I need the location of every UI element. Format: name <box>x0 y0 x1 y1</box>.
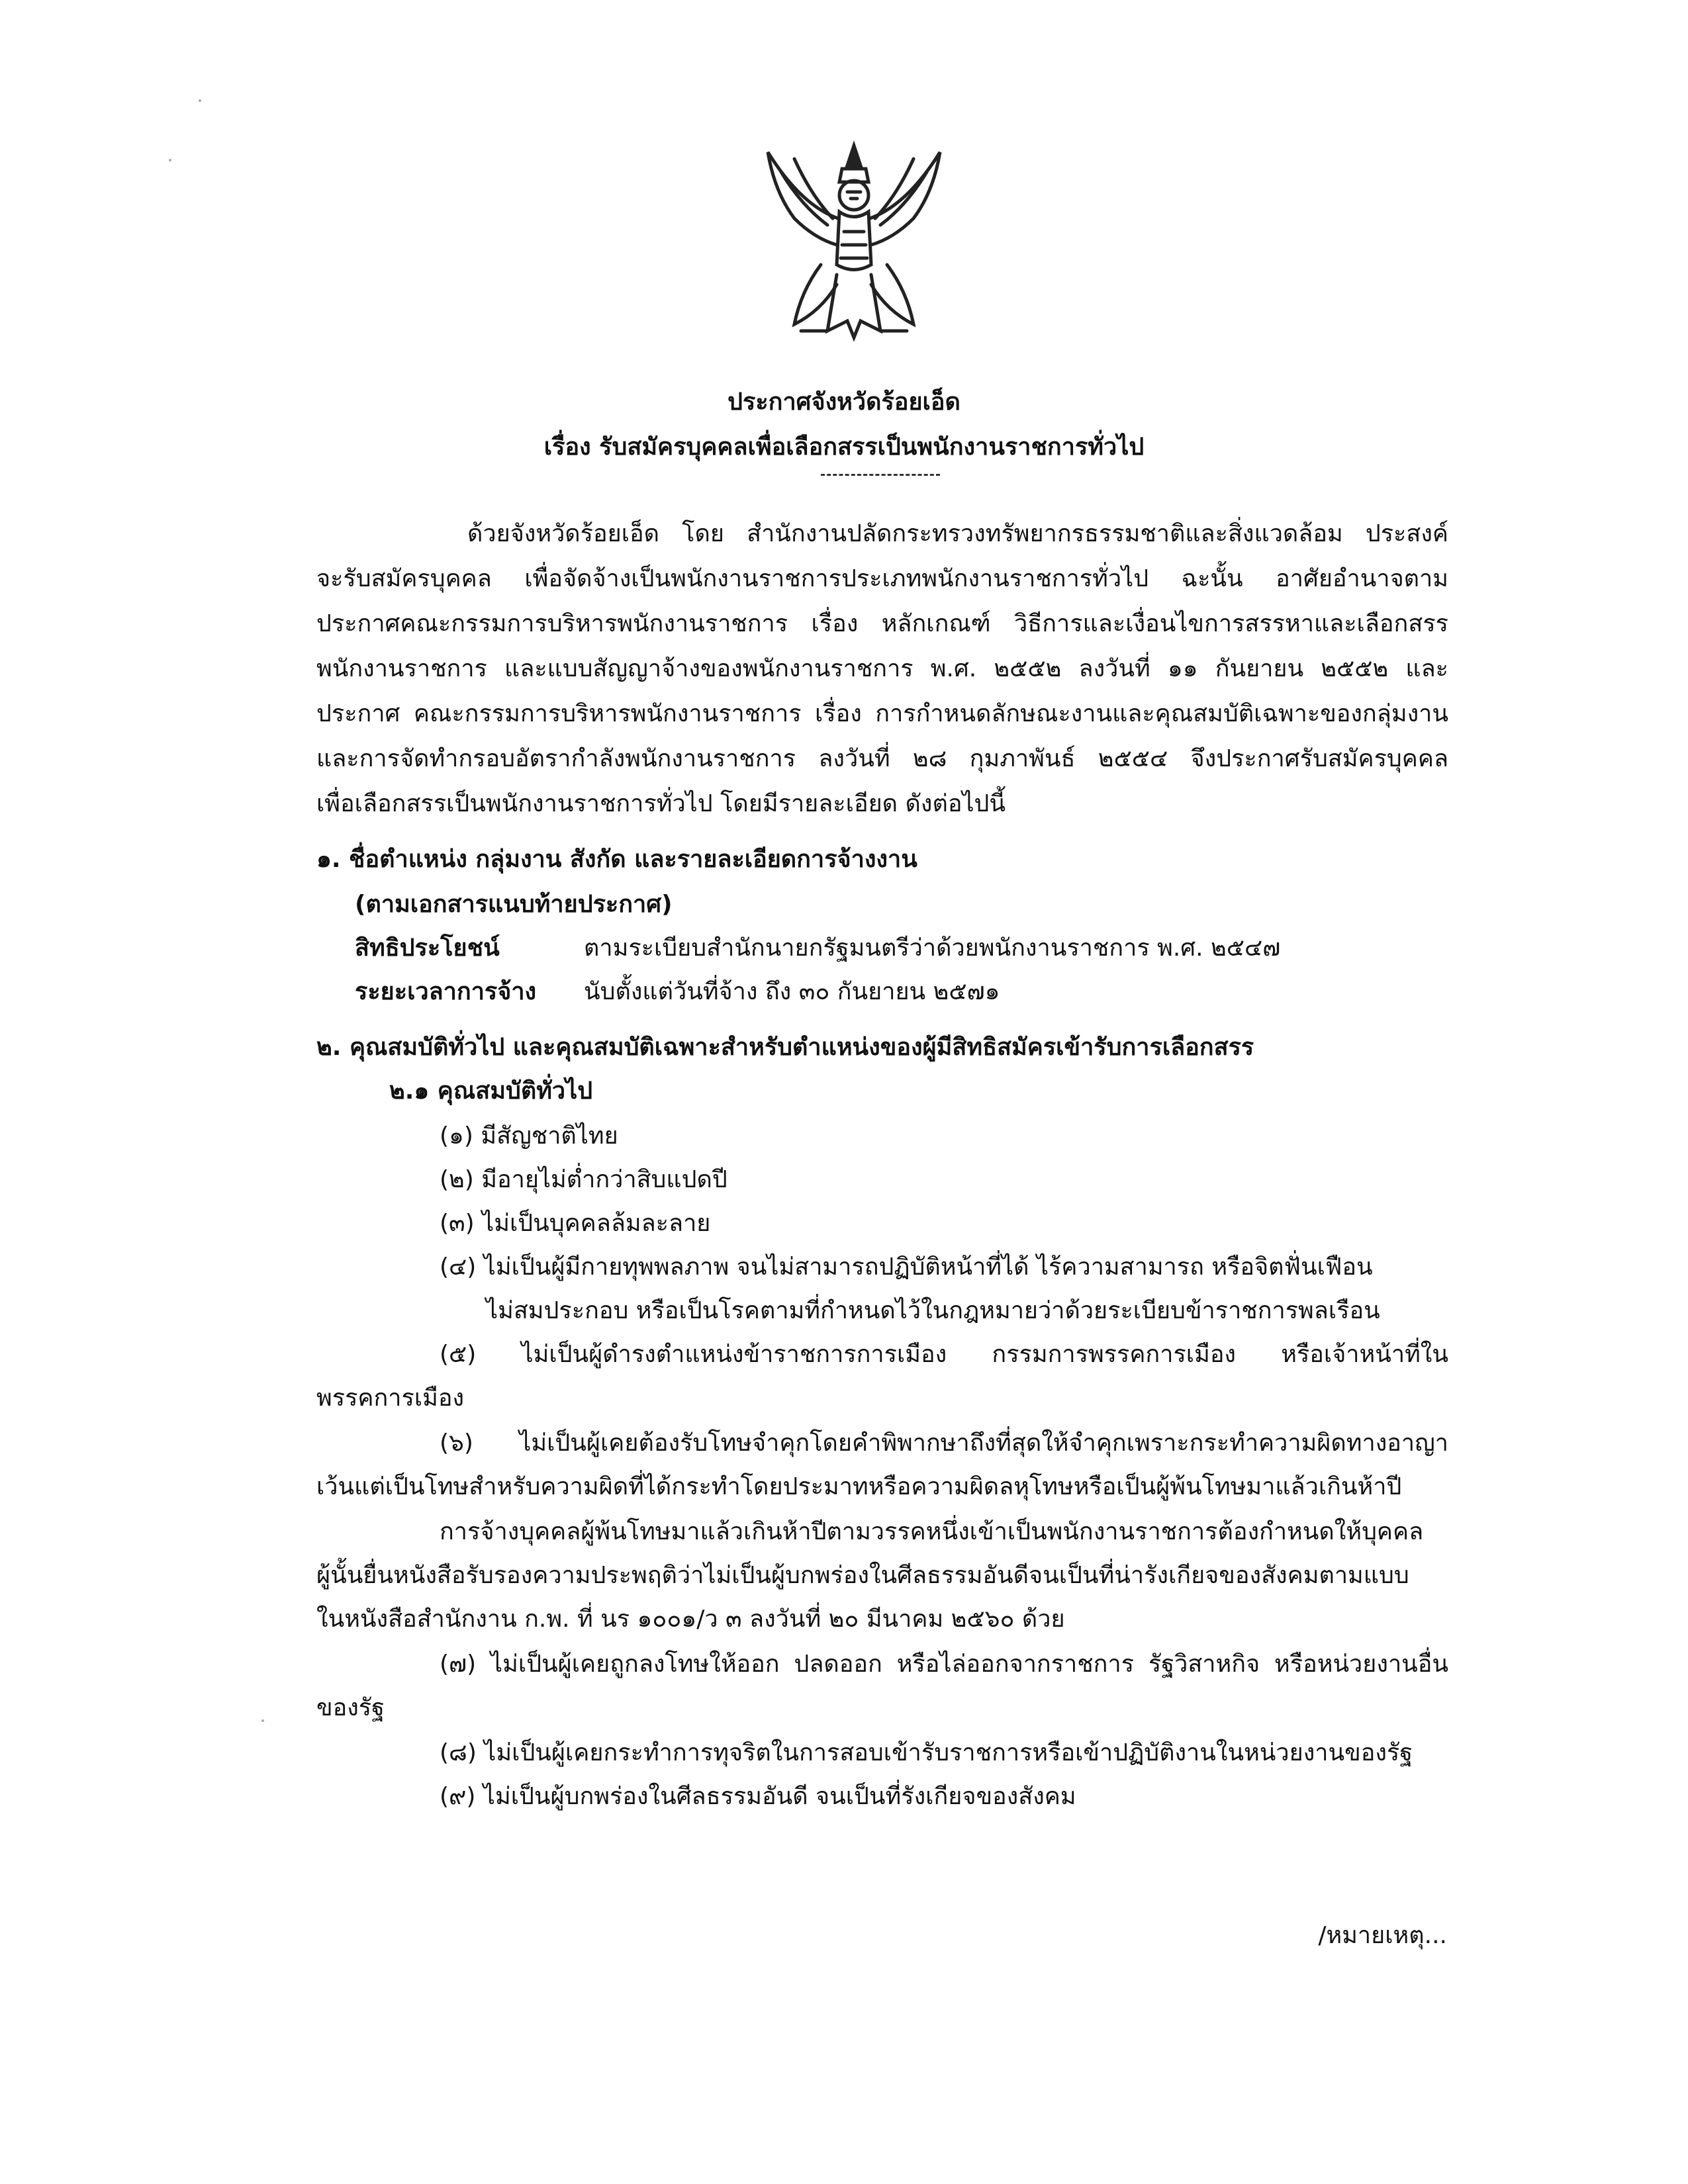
qualification-item-5-line-1: (๕) ไม่เป็นผู้ดำรงตำแหน่งข้าราชการการเมือง กรรมการพรรคการเมือง หรือเจ้าหน้าที่ใน <box>440 1341 1448 1368</box>
garuda-emblem-icon <box>755 132 953 344</box>
section1-heading: ๑. ชื่อตำแหน่ง กลุ่มงาน สังกัด และรายละเอียดการจ้างงาน <box>316 846 917 873</box>
note-line-3: ในหนังสือสำนักงาน ก.พ. ที่ นร ๑๐๐๑/ว ๓ ลงวันที่ ๒๐ มีนาคม ๒๕๖๐ ด้วย <box>316 1606 1065 1633</box>
note-line-2: ผู้นั้นยื่นหนังสือรับรองความประพฤติว่าไม่เป็นผู้บกพร่องในศีลธรรมอันดีจนเป็นที่น่ารังเกียจของสังคมตามแบบ <box>316 1562 1409 1589</box>
period-value: นับตั้งแต่วันที่จ้าง ถึง ๓๐ กันยายน ๒๕๗๑ <box>584 978 1000 1005</box>
intro-line-6: และการจัดทำกรอบอัตรากำลังพนักงานราชการ ลงวันที่ ๒๘ กุมภาพันธ์ ๒๕๕๔ จึงประกาศรับสมัครบุคคล <box>316 745 1448 772</box>
scan-speck <box>261 1719 264 1722</box>
section2-heading: ๒. คุณสมบัติทั่วไป และคุณสมบัติเฉพาะสำหรับตำแหน่งของผู้มีสิทธิสมัครเข้ารับการเลือกสรร <box>316 1034 1254 1061</box>
section1-subheading: (ตามเอกสารแนบท้ายประกาศ) <box>355 891 673 918</box>
qualification-item-5-line-2: พรรคการเมือง <box>316 1385 465 1412</box>
intro-line-5: ประกาศ คณะกรรมการบริหารพนักงานราชการ เรื่อง การกำหนดลักษณะงานและคุณสมบัติเฉพาะของกลุ่มงาน <box>316 700 1448 727</box>
period-label: ระยะเวลาการจ้าง <box>355 978 537 1005</box>
qualification-item-4-line-2: ไม่สมประกอบ หรือเป็นโรคตามที่กำหนดไว้ในกฎหมายว่าด้วยระเบียบข้าราชการพลเรือน <box>486 1297 1380 1324</box>
qualification-item-6-line-1: (๖) ไม่เป็นผู้เคยต้องรับโทษจำคุกโดยคำพิพากษาถึงที่สุดให้จำคุกเพราะกระทำความผิดทางอาญา <box>440 1430 1448 1457</box>
continuation-marker: /หมายเหตุ... <box>1318 1922 1447 1949</box>
announcement-title: ประกาศจังหวัดร้อยเอ็ด <box>727 388 961 416</box>
qualification-item-6-line-2: เว้นแต่เป็นโทษสำหรับความผิดที่ได้กระทำโดยประมาทหรือความผิดลหุโทษหรือเป็นผู้พ้นโทษมาแล้วเกินห้าปี <box>316 1473 1402 1500</box>
qualification-item-7-line-1: (๗) ไม่เป็นผู้เคยถูกลงโทษให้ออก ปลดออก หรือไล่ออกจากราชการ รัฐวิสาหกิจ หรือหน่วยงานอื่น <box>440 1651 1448 1678</box>
intro-line-3: ประกาศคณะกรรมการบริหารพนักงานราชการ เรื่อง หลักเกณฑ์ วิธีการและเงื่อนไขการสรรหาและเลือกสรร <box>316 610 1448 637</box>
qualification-item-9: (๙) ไม่เป็นผู้บกพร่องในศีลธรรมอันดี จนเป็นที่รังเกียจของสังคม <box>440 1783 1076 1810</box>
section2-1-heading: ๒.๑ คุณสมบัติทั่วไป <box>389 1077 593 1105</box>
qualification-item-2: (๒) มีอายุไม่ต่ำกว่าสิบแปดปี <box>440 1166 727 1193</box>
benefit-value: ตามระเบียบสำนักนายกรัฐมนตรีว่าด้วยพนักงานราชการ พ.ศ. ๒๕๔๗ <box>584 934 1281 962</box>
qualification-item-8: (๘) ไม่เป็นผู้เคยกระทำการทุจริตในการสอบเข้ารับราชการหรือเข้าปฏิบัติงานในหน่วยงานของรัฐ <box>440 1739 1413 1766</box>
benefit-label: สิทธิประโยชน์ <box>355 934 500 962</box>
qualification-item-1: (๑) มีสัญชาติไทย <box>440 1122 618 1150</box>
note-line-1: การจ้างบุคคลผู้พ้นโทษมาแล้วเกินห้าปีตามวรรคหนึ่งเข้าเป็นพนักงานราชการต้องกำหนดให้บุคคล <box>440 1518 1424 1545</box>
qualification-item-7-line-2: ของรัฐ <box>316 1694 385 1721</box>
announcement-subject: เรื่อง รับสมัครบุคคลเพื่อเลือกสรรเป็นพนักงานราชการทั่วไป <box>543 433 1145 461</box>
intro-line-1: ด้วยจังหวัดร้อยเอ็ด โดย สำนักงานปลัดกระทรวงทรัพยากรธรรมชาติและสิ่งแวดล้อม ประสงค์ <box>467 520 1448 547</box>
qualification-item-4-line-1: (๔) ไม่เป็นผู้มีกายทุพพลภาพ จนไม่สามารถปฏิบัติหน้าที่ได้ ไร้ความสามารถ หรือจิตฟั่นเฟือน <box>440 1253 1373 1281</box>
title-separator <box>821 474 940 476</box>
qualification-item-3: (๓) ไม่เป็นบุคคลล้มละลาย <box>440 1210 711 1237</box>
scan-speck <box>169 159 171 161</box>
scan-speck <box>199 99 201 102</box>
intro-line-4: พนักงานราชการ และแบบสัญญาจ้างของพนักงานราชการ พ.ศ. ๒๕๕๒ ลงวันที่ ๑๑ กันยายน ๒๕๕๒ และ <box>316 655 1448 682</box>
intro-line-7: เพื่อเลือกสรรเป็นพนักงานราชการทั่วไป โดยมีรายละเอียด ดังต่อไปนี้ <box>316 790 1006 817</box>
intro-line-2: จะรับสมัครบุคคล เพื่อจัดจ้างเป็นพนักงานราชการประเภทพนักงานราชการทั่วไป ฉะนั้น อาศัยอำนาจตาม <box>316 565 1448 592</box>
